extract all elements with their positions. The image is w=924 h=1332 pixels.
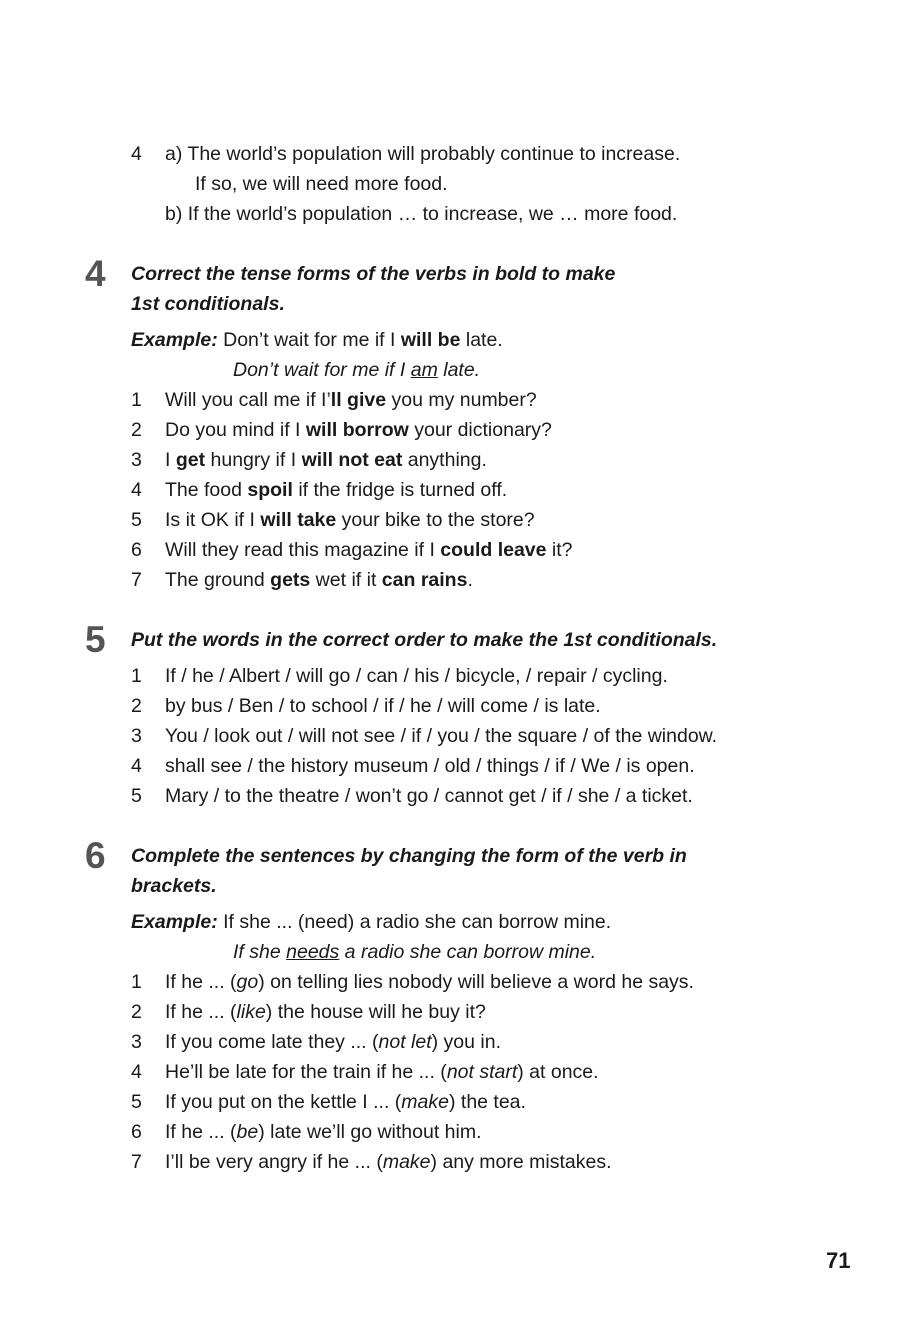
ex6-item-5: If you put on the kettle I ... (make) the tea. <box>165 1091 526 1113</box>
ex5-item-number: 1 <box>131 665 142 687</box>
ex4-item-number: 4 <box>131 479 142 501</box>
ex4-item-4: The food spoil if the fridge is turned off. <box>165 479 508 501</box>
exercise-6-instruction-line2: brackets. <box>131 875 217 897</box>
ex4-item-number: 6 <box>131 539 142 561</box>
example-label: Example: <box>131 329 218 351</box>
ex4-item-2: Do you mind if I will borrow your dictionary? <box>165 419 552 441</box>
ex4-item-7: The ground gets wet if it can rains. <box>165 569 473 591</box>
ex5-item-1: If / he / Albert / will go / can / his / bicycle, / repair / cycling. <box>165 665 668 687</box>
ex5-item-5: Mary / to the theatre / won’t go / cannot get / if / she / a ticket. <box>165 785 693 807</box>
ex4-item-5: Is it OK if I will take your bike to the store? <box>165 509 535 531</box>
ex6-item-6: If he ... (be) late we’ll go without him. <box>165 1121 482 1143</box>
ex4-item-number: 1 <box>131 389 142 411</box>
ex6-item-4: He’ll be late for the train if he ... (not start) at once. <box>165 1061 599 1083</box>
exercise-4-number: 4 <box>85 253 106 294</box>
exercise-6-example-answer: If she needs a radio she can borrow mine. <box>233 941 597 963</box>
example-text: Don’t wait for me if I will be late. <box>223 329 503 351</box>
ex6-item-number: 1 <box>131 971 142 993</box>
carryover-item-number: 4 <box>131 143 142 165</box>
ex6-item-number: 5 <box>131 1091 142 1113</box>
ex6-item-7: I’ll be very angry if he ... (make) any more mistakes. <box>165 1151 612 1173</box>
exercise-4-instruction-line2: 1st conditionals. <box>131 293 285 315</box>
ex4-item-number: 5 <box>131 509 142 531</box>
ex6-item-number: 3 <box>131 1031 142 1053</box>
ex6-item-1: If he ... (go) on telling lies nobody will believe a word he says. <box>165 971 694 993</box>
exercise-4-example <box>131 325 884 355</box>
example-label: Example: <box>131 911 218 933</box>
ex4-item-3: I get hungry if I will not eat anything. <box>165 449 487 471</box>
ex4-item-6: Will they read this magazine if I could leave it? <box>165 539 573 561</box>
ex5-item-4: shall see / the history museum / old / things / if / We / is open. <box>165 755 695 777</box>
exercise-5-number: 5 <box>85 619 106 660</box>
exercise-4-instruction-line1: Correct the tense forms of the verbs in bold to make <box>131 263 616 285</box>
exercise-6-instruction-line1: Complete the sentences by changing the form of the verb in <box>131 845 687 867</box>
carryover-item-a-line1: a) The world’s population will probably continue to increase. <box>165 143 681 165</box>
ex5-item-number: 2 <box>131 695 142 717</box>
exercise-6-example <box>131 907 884 937</box>
ex6-item-number: 6 <box>131 1121 142 1143</box>
ex5-item-number: 5 <box>131 785 142 807</box>
ex4-item-number: 7 <box>131 569 142 591</box>
ex6-item-number: 2 <box>131 1001 142 1023</box>
ex6-item-3: If you come late they ... (not let) you in. <box>165 1031 502 1053</box>
ex4-item-number: 2 <box>131 419 142 441</box>
ex6-item-number: 7 <box>131 1151 142 1173</box>
ex6-item-2: If he ... (like) the house will he buy it? <box>165 1001 486 1023</box>
ex4-item-1: Will you call me if I’ll give you my number? <box>165 389 537 411</box>
example-text: If she ... (need) a radio she can borrow mine. <box>223 911 612 933</box>
exercise-5-instruction: Put the words in the correct order to make the 1st conditionals. <box>131 629 718 651</box>
carryover-item-a-line2: If so, we will need more food. <box>195 173 448 195</box>
ex4-item-number: 3 <box>131 449 142 471</box>
carryover-item-b-line: b) If the world’s population … to increase, we … more food. <box>165 203 678 225</box>
exercise-6-number: 6 <box>85 835 106 876</box>
ex5-item-number: 3 <box>131 725 142 747</box>
page-number: 71 <box>826 1248 851 1273</box>
ex5-item-2: by bus / Ben / to school / if / he / will come / is late. <box>165 695 601 717</box>
ex6-item-number: 4 <box>131 1061 142 1083</box>
ex5-item-number: 4 <box>131 755 142 777</box>
ex5-item-3: You / look out / will not see / if / you / the square / of the window. <box>165 725 718 747</box>
exercise-4-example-answer: Don’t wait for me if I am late. <box>233 359 481 381</box>
